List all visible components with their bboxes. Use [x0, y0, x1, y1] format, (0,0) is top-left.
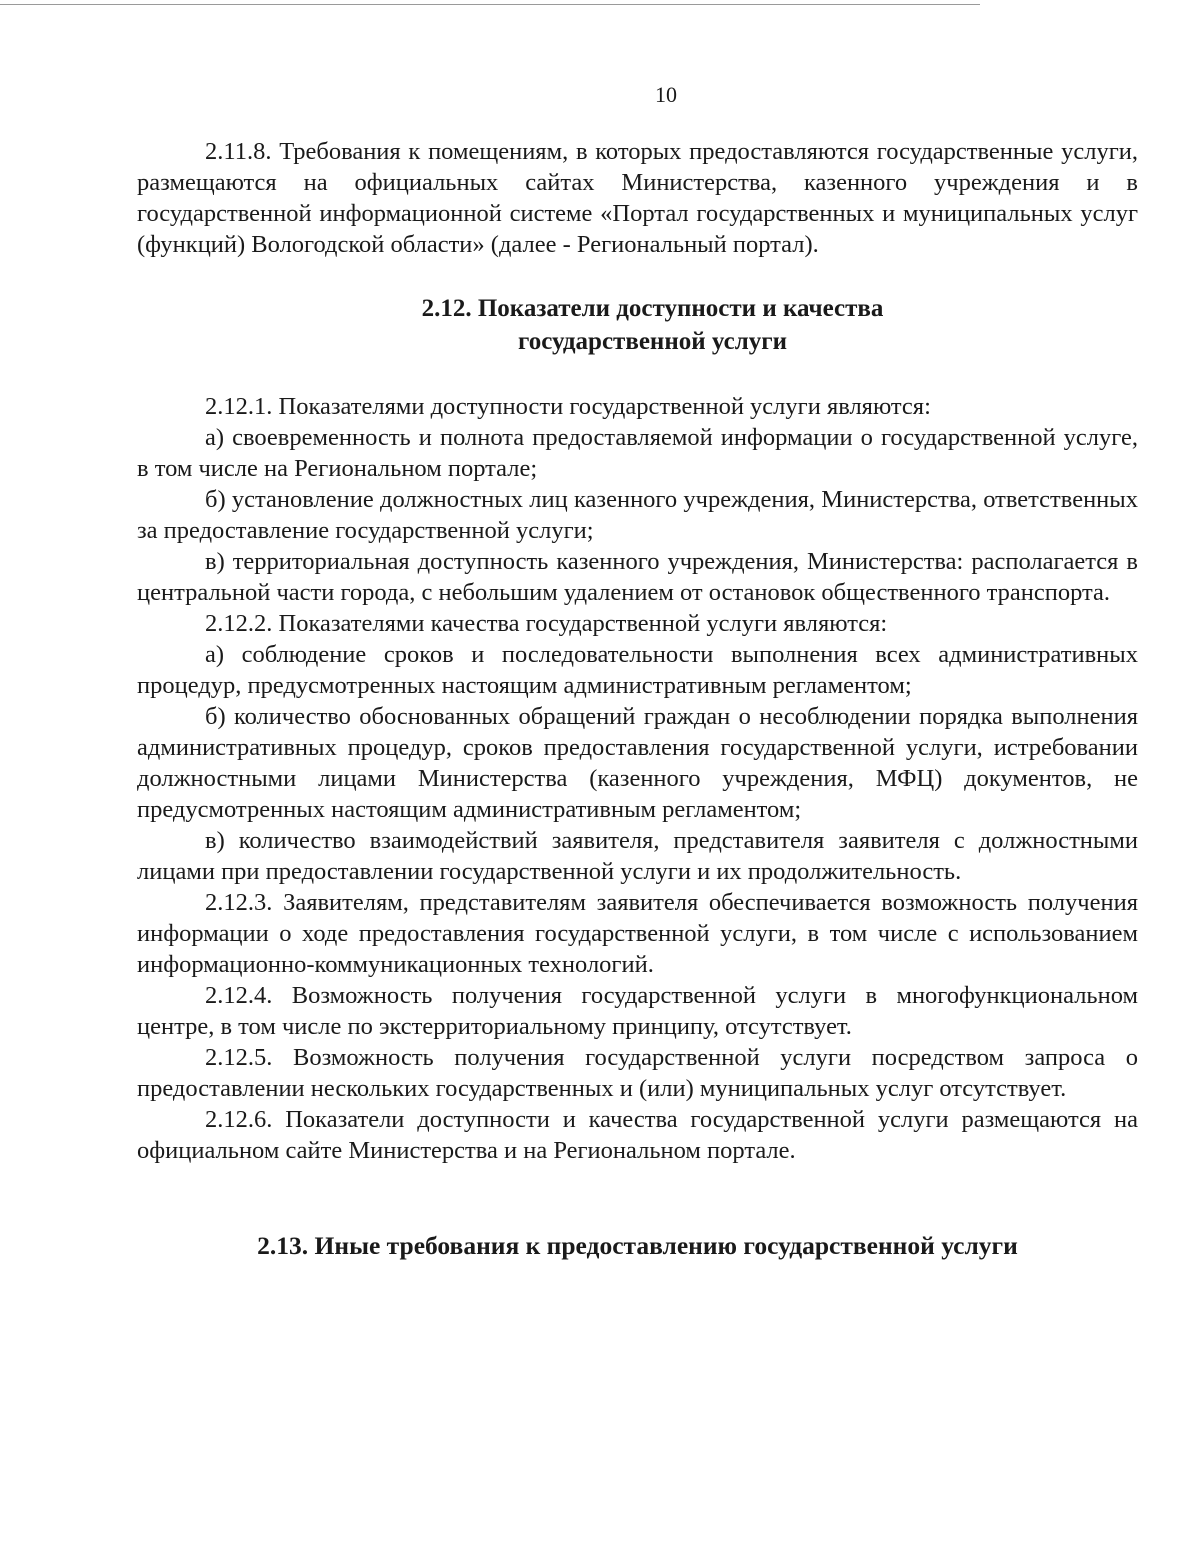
scan-top-edge-line: [0, 4, 980, 5]
paragraph-2-11-8: 2.11.8. Требования к помещениям, в которых предоставляются государственные услуги, размещаются на официальных сайтах Министерства, казенного учреждения и в государственной информационной системе «Портал государственных и муниципальных услуг (функций) Вологодской области» (далее - Региональный портал).: [137, 138, 1138, 258]
paragraph-2-12-5: 2.12.5. Возможность получения государственной услуги посредством запроса о предоставлении нескольких государственных и (или) муниципальных услуг отсутствует.: [137, 1044, 1138, 1102]
paragraph-2-12-1: 2.12.1. Показателями доступности государственной услуги являются:: [205, 393, 931, 420]
paragraph-2-12-1-a: а) своевременность и полнота предоставляемой информации о государственной услуге, в том числе на Региональном портале;: [137, 424, 1138, 482]
paragraph-2-12-1-c: в) территориальная доступность казенного учреждения, Министерства: располагается в центральной части города, с небольшим удалением от остановок общественного транспорта.: [137, 548, 1138, 606]
paragraph-2-12-6: 2.12.6. Показатели доступности и качества государственной услуги размещаются на официальном сайте Министерства и на Региональном портале.: [137, 1106, 1138, 1164]
section-heading-2-12-line2: государственной услуги: [517, 328, 788, 355]
paragraph-2-12-2-a: а) соблюдение сроков и последовательности выполнения всех административных процедур, предусмотренных настоящим административным регламентом;: [137, 641, 1138, 699]
paragraph-2-12-2-c: в) количество взаимодействий заявителя, представителя заявителя с должностными лицами при предоставлении государственной услуги и их продолжительность.: [137, 827, 1138, 885]
paragraph-2-12-1-b: б) установление должностных лиц казенного учреждения, Министерства, ответственных за предоставление государственной услуги;: [137, 486, 1138, 544]
paragraph-2-12-2: 2.12.2. Показателями качества государственной услуги являются:: [205, 610, 888, 637]
section-heading-2-12-line1: 2.12. Показатели доступности и качества: [421, 295, 884, 322]
paragraph-2-12-2-b: б) количество обоснованных обращений граждан о несоблюдении порядка выполнения административных процедур, сроков предоставления государственной услуги, истребовании должностными лицами Министерства (казенного учреждения, МФЦ) документов, не предусмотренных настоящим административным регламентом;: [137, 703, 1138, 823]
section-heading-2-12: [137, 292, 1138, 358]
page-number: 10: [655, 82, 677, 107]
paragraph-2-12-4: 2.12.4. Возможность получения государственной услуги в многофункциональном центре, в том числе по экстерриториальному принципу, отсутствует.: [137, 982, 1138, 1040]
section-heading-2-13: 2.13. Иные требования к предоставлению государственной услуги: [257, 1231, 1018, 1260]
document-body: [137, 136, 1138, 1262]
paragraph-2-12-3: 2.12.3. Заявителям, представителям заявителя обеспечивается возможность получения информации о ходе предоставления государственной услуги, в том числе с использованием информационно-коммуникационных технологий.: [137, 889, 1138, 978]
